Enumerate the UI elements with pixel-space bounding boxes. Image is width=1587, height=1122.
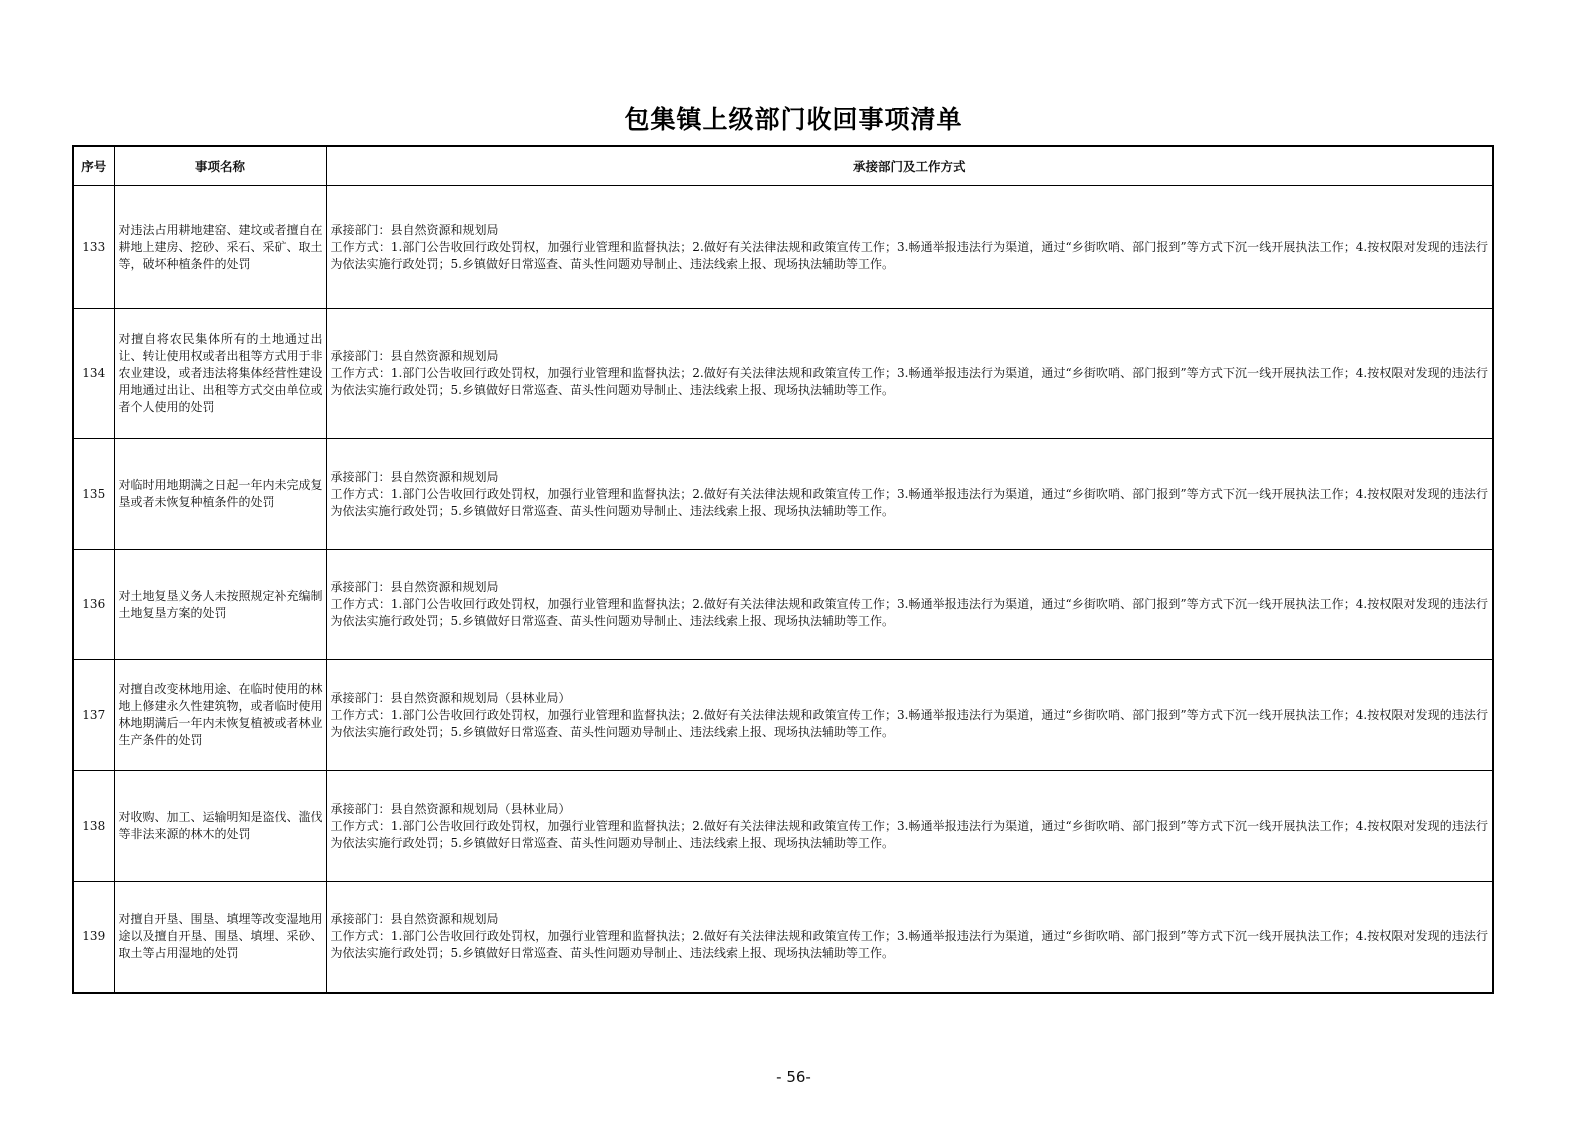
row-number: 135 [73,439,114,550]
method-text: 工作方式：1.部门公告收回行政处罚权，加强行业管理和监督执法；2.做好有关法律法规和政策宣传工作；3.畅通举报违法行为渠道，通过“乡街吹哨、部门报到”等方式下沉一线开展执法工作；4.按权限对发现的违法行为依法实施行政处罚；5.乡镇做好日常巡查、苗头性问题劝导制止、违法线索上报、现场执法辅助等工作。 [330,597,1488,628]
item-name: 对擅自将农民集体所有的土地通过出让、转让使用权或者出租等方式用于非农业建设，或者违法将集体经营性建设用地通过出让、出租等方式交由单位或者个人使用的处罚 [114,309,326,439]
item-name: 对违法占用耕地建窑、建坟或者擅自在耕地上建房、挖砂、采石、采矿、取土等，破坏种植条件的处罚 [114,186,326,309]
dept-and-method [326,309,1493,439]
item-name: 对收购、加工、运输明知是盗伐、滥伐等非法来源的林木的处罚 [114,771,326,882]
item-name: 对擅自开垦、围垦、填埋等改变湿地用途以及擅自开垦、围垦、填埋、采砂、取土等占用湿地的处罚 [114,882,326,993]
table-row [73,660,1493,771]
table-row [73,309,1493,439]
method-text: 工作方式：1.部门公告收回行政处罚权，加强行业管理和监督执法；2.做好有关法律法规和政策宣传工作；3.畅通举报违法行为渠道，通过“乡街吹哨、部门报到”等方式下沉一线开展执法工作；4.按权限对发现的违法行为依法实施行政处罚；5.乡镇做好日常巡查、苗头性问题劝导制止、违法线索上报、现场执法辅助等工作。 [330,486,1488,518]
row-number: 134 [73,309,114,439]
header-row [73,146,1493,186]
dept-and-method [326,771,1493,882]
method-text: 工作方式：1.部门公告收回行政处罚权，加强行业管理和监督执法；2.做好有关法律法规和政策宣传工作；3.畅通举报违法行为渠道，通过“乡街吹哨、部门报到”等方式下沉一线开展执法工作；4.按权限对发现的违法行为依法实施行政处罚；5.乡镇做好日常巡查、苗头性问题劝导制止、违法线索上报、现场执法辅助等工作。 [330,239,1488,271]
dept-and-method [326,882,1493,993]
row-number: 139 [73,882,114,993]
column-header-dept: 承接部门及工作方式 [326,146,1493,186]
dept-text: 承接部门：县自然资源和规划局 [330,912,499,927]
row-number: 136 [73,550,114,660]
dept-text: 承接部门：县自然资源和规划局（县林业局） [330,801,571,816]
row-number: 133 [73,186,114,309]
dept-text: 承接部门：县自然资源和规划局 [330,469,499,484]
dept-and-method [326,439,1493,550]
row-number: 138 [73,771,114,882]
item-name: 对土地复垦义务人未按照规定补充编制土地复垦方案的处罚 [114,550,326,660]
table-header [73,146,1493,186]
table-row [73,550,1493,660]
table-body [73,186,1493,993]
dept-and-method [326,550,1493,660]
dept-text: 承接部门：县自然资源和规划局 [330,580,499,594]
method-text: 工作方式：1.部门公告收回行政处罚权，加强行业管理和监督执法；2.做好有关法律法规和政策宣传工作；3.畅通举报违法行为渠道，通过“乡街吹哨、部门报到”等方式下沉一线开展执法工作；4.按权限对发现的违法行为依法实施行政处罚；5.乡镇做好日常巡查、苗头性问题劝导制止、违法线索上报、现场执法辅助等工作。 [330,707,1488,739]
table-row [73,439,1493,550]
row-number: 137 [73,660,114,771]
table-row [73,882,1493,993]
column-header-no: 序号 [73,146,114,186]
items-table [72,145,1494,994]
table-row [73,186,1493,309]
dept-and-method [326,660,1493,771]
page-number: - 56- [776,1068,811,1086]
table-row [73,771,1493,882]
method-text: 工作方式：1.部门公告收回行政处罚权，加强行业管理和监督执法；2.做好有关法律法规和政策宣传工作；3.畅通举报违法行为渠道，通过“乡街吹哨、部门报到”等方式下沉一线开展执法工作；4.按权限对发现的违法行为依法实施行政处罚；5.乡镇做好日常巡查、苗头性问题劝导制止、违法线索上报、现场执法辅助等工作。 [330,818,1488,850]
dept-text: 承接部门：县自然资源和规划局 [330,222,499,237]
document-title: 包集镇上级部门收回事项清单 [624,105,963,134]
item-name: 对临时用地期满之日起一年内未完成复垦或者未恢复种植条件的处罚 [114,439,326,550]
dept-and-method [326,186,1493,309]
dept-text: 承接部门：县自然资源和规划局 [330,349,499,363]
method-text: 工作方式：1.部门公告收回行政处罚权，加强行业管理和监督执法；2.做好有关法律法规和政策宣传工作；3.畅通举报违法行为渠道，通过“乡街吹哨、部门报到”等方式下沉一线开展执法工作；4.按权限对发现的违法行为依法实施行政处罚；5.乡镇做好日常巡查、苗头性问题劝导制止、违法线索上报、现场执法辅助等工作。 [330,366,1488,397]
method-text: 工作方式：1.部门公告收回行政处罚权，加强行业管理和监督执法；2.做好有关法律法规和政策宣传工作；3.畅通举报违法行为渠道，通过“乡街吹哨、部门报到”等方式下沉一线开展执法工作；4.按权限对发现的违法行为依法实施行政处罚；5.乡镇做好日常巡查、苗头性问题劝导制止、违法线索上报、现场执法辅助等工作。 [330,929,1488,961]
dept-text: 承接部门：县自然资源和规划局（县林业局） [330,690,571,705]
item-name: 对擅自改变林地用途、在临时使用的林地上修建永久性建筑物，或者临时使用林地期满后一年内未恢复植被或者林业生产条件的处罚 [114,660,326,771]
column-header-name: 事项名称 [114,146,326,186]
